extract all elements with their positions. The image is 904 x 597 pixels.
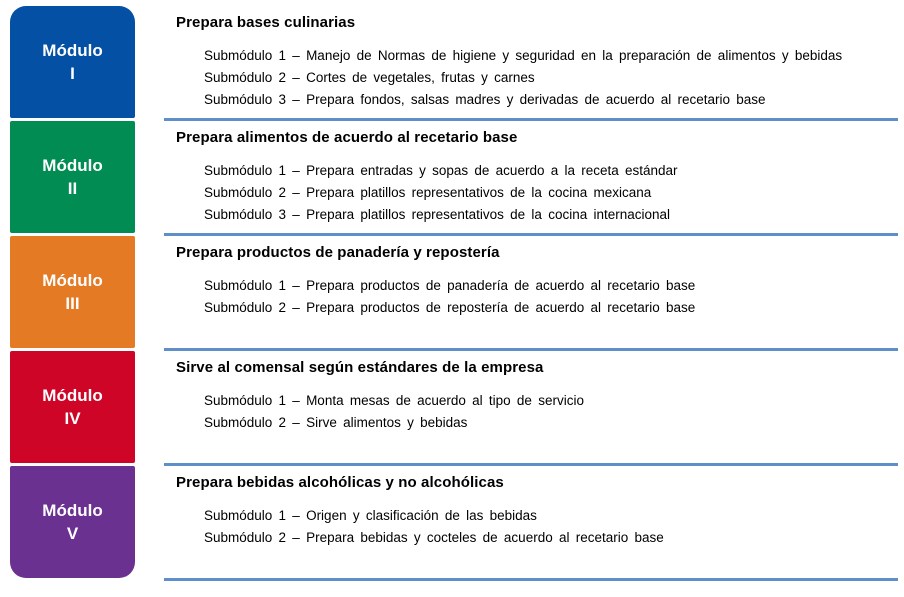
submodule-item: Submódulo 3 – Prepara fondos, salsas madres y derivadas de acuerdo al recetario base (204, 92, 766, 107)
module-title: Prepara alimentos de acuerdo al recetario base (176, 129, 518, 146)
module-box-1 (10, 6, 135, 118)
submodule-item: Submódulo 1 – Manejo de Normas de higiene y seguridad en la preparación de alimentos y bebidas (204, 48, 843, 63)
module-box-3 (10, 236, 135, 348)
submodule-item: Submódulo 1 – Prepara entradas y sopas de acuerdo a la receta estándar (204, 163, 678, 178)
submodule-item: Submódulo 2 – Prepara bebidas y cocteles de acuerdo al recetario base (204, 530, 664, 545)
module-title: Prepara productos de panadería y repostería (176, 244, 500, 261)
submodule-list (164, 45, 898, 111)
module-content-2 (164, 121, 898, 236)
submodule-item: Submódulo 2 – Sirve alimentos y bebidas (204, 415, 468, 430)
submodule-list (164, 275, 898, 319)
module-content-4 (164, 351, 898, 466)
module-numeral: I (70, 64, 75, 83)
submodule-list (164, 160, 898, 226)
module-numeral: II (67, 179, 78, 198)
submodule-item: Submódulo 2 – Prepara platillos representativos de la cocina mexicana (204, 185, 652, 200)
submodule-item: Submódulo 1 – Prepara productos de panadería de acuerdo al recetario base (204, 278, 696, 293)
module-section-2 (0, 121, 904, 236)
module-content-3 (164, 236, 898, 351)
module-label: Módulo (42, 41, 103, 60)
module-numeral: III (65, 294, 80, 313)
submodule-item: Submódulo 1 – Monta mesas de acuerdo al tipo de servicio (204, 393, 584, 408)
module-section-1 (0, 6, 904, 121)
module-box-5 (10, 466, 135, 578)
submodule-item: Submódulo 2 – Cortes de vegetales, frutas y carnes (204, 70, 535, 85)
submodule-list (164, 390, 898, 434)
module-title: Sirve al comensal según estándares de la empresa (176, 359, 544, 376)
module-section-5 (0, 466, 904, 581)
module-title: Prepara bases culinarias (176, 14, 356, 31)
module-box-2 (10, 121, 135, 233)
module-section-3 (0, 236, 904, 351)
submodule-item: Submódulo 2 – Prepara productos de repostería de acuerdo al recetario base (204, 300, 696, 315)
module-content-5 (164, 466, 898, 581)
module-label: Módulo (42, 501, 103, 520)
submodule-list (164, 505, 898, 549)
module-content-1 (164, 6, 898, 121)
submodule-item: Submódulo 1 – Origen y clasificación de las bebidas (204, 508, 537, 523)
module-numeral: V (66, 524, 79, 543)
module-label: Módulo (42, 386, 103, 405)
module-numeral: IV (64, 409, 81, 428)
module-section-4 (0, 351, 904, 466)
module-box-4 (10, 351, 135, 463)
module-title: Prepara bebidas alcohólicas y no alcohólicas (176, 474, 504, 491)
submodule-item: Submódulo 3 – Prepara platillos representativos de la cocina internacional (204, 207, 671, 222)
module-label: Módulo (42, 156, 103, 175)
module-label: Módulo (42, 271, 103, 290)
